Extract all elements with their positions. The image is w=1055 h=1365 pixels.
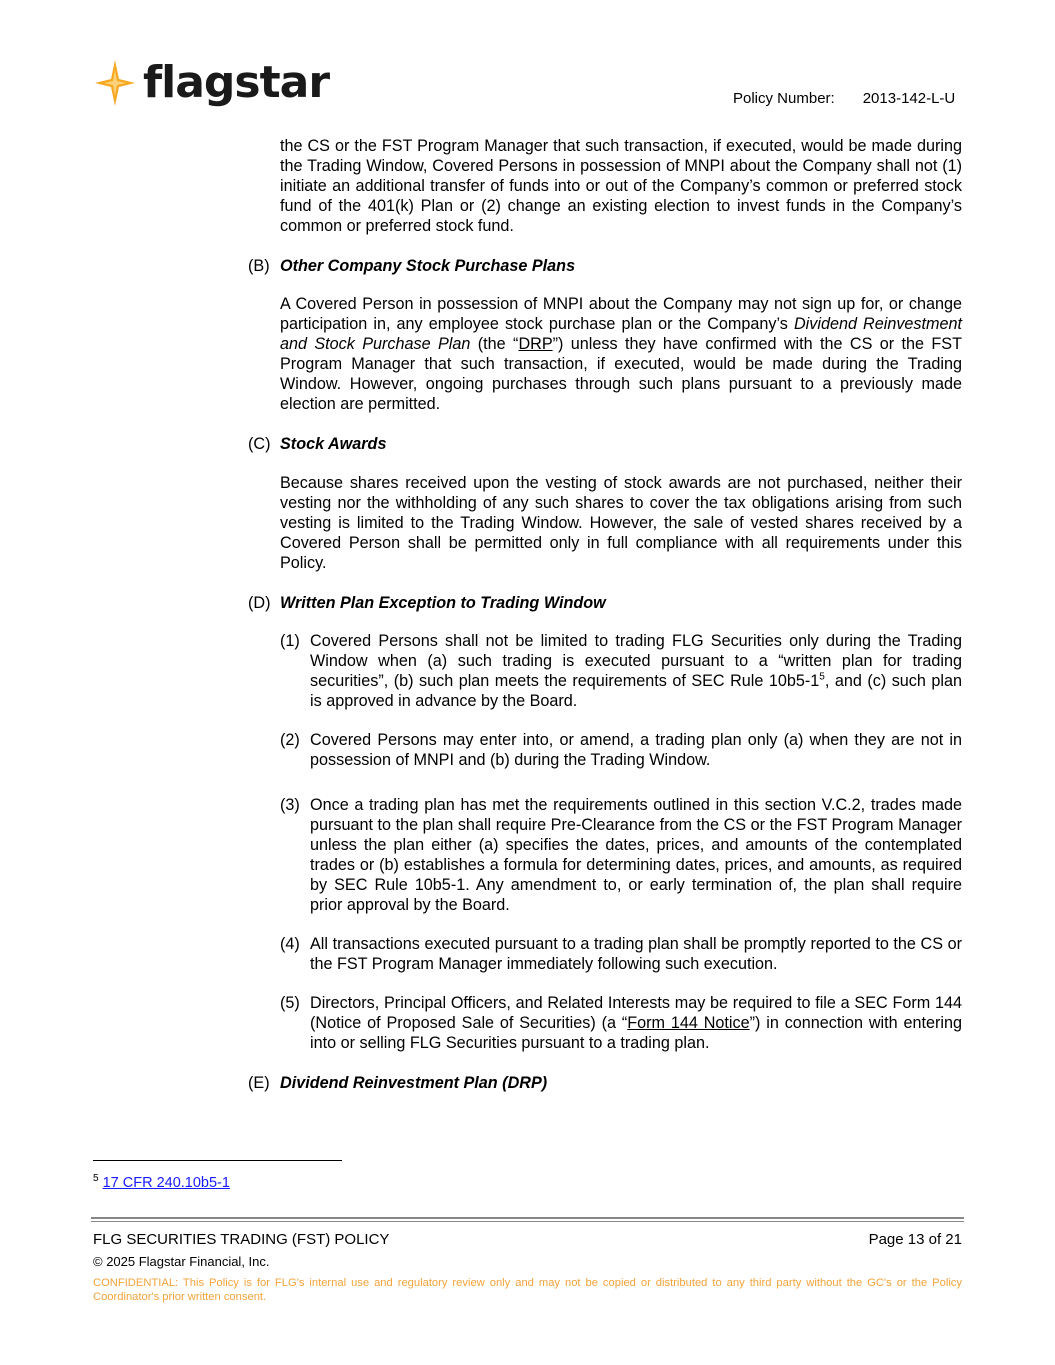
footer-page-number: Page 13 of 21 [868,1231,962,1248]
policy-number [733,90,955,107]
footnote-ref: 5 [819,671,825,683]
list-item: (1) Covered Persons shall not be limited to trading FLG Securities only during the Trading Window when (a) such trading is executed pursuant to a “written plan for trading securities”, (b) such plan meets the requirements of SEC Rule $10b5-1^5$, and (c) such plan is approved in advance by the Board. [280,632,962,710]
list-item: (2) Covered Persons may enter into, or amend, a trading plan only (a) when they are not in possession of MNPI and (b) during the Trading Window. [280,731,962,769]
section-e-title: Dividend Reinvestment Plan (DRP) [280,1074,548,1092]
footnote [93,1175,230,1191]
policy-number-label: Policy Number: [733,90,835,107]
list-item: (3) Once a trading plan has met the requirements outlined in this section V.C.2, trades made pursuant to the plan shall require Pre-Clearance from the CS or the FST Program Manager unless the plan either (a) specifies the dates, prices, and amounts of the contemplated trades or (b) establishes a formula for determining dates, prices, and amounts, as required by SEC Rule 10b5-1. Any amendment to, or early termination of, the plan shall require prior approval by the Board. [280,796,962,914]
section-b-paragraph: A Covered Person in possession of MNPI about the Company may not sign up for, or change participation in, any employee stock purchase plan or the Company’s Dividend Reinvestment and Stock Purchase Plan (the “DRP”) unless they have confirmed with the CS or the FST Program Manager that such transaction, if executed, would be made during the Trading Window. However, ongoing purchases through such plans pursuant to a previously made election are permitted. [280,295,962,413]
defined-term-form-144-notice: Form 144 Notice [627,1013,750,1032]
section-e-heading [248,1073,547,1093]
section-c-paragraph: Because shares received upon the vesting of stock awards are not purchased, neither their vesting nor the withholding of any such shares to cover the tax obligations arising from such vesting is limited to the Trading Window. However, the sale of vested shares received by a Covered Person shall be permitted only in full compliance with all requirements under this Policy. [280,474,962,572]
section-c-title: Stock Awards [280,435,387,453]
footer-copyright: © 2025 Flagstar Financial, Inc. [93,1254,270,1269]
defined-term-drp: DRP [518,334,553,353]
section-d-heading [248,593,606,613]
list-item: (4) All transactions executed pursuant to a trading plan shall be promptly reported to the CS or the FST Program Manager immediately following such execution. [280,935,962,973]
list-item: (5) Directors, Principal Officers, and Related Interests may be required to file a SEC Form 144 (Notice of Proposed Sale of Securities) (a “Form 144 Notice”) in connection with entering into or selling FLG Securities pursuant to a trading plan. [280,994,963,1052]
flagstar-logo [93,58,329,108]
intro-paragraph: the CS or the FST Program Manager that such transaction, if executed, would be made during the Trading Window, Covered Persons in possession of MNPI about the Company shall not (1) initiate an additional transfer of funds into or out of the Company’s common or preferred stock fund of the 401(k) Plan or (2) change an existing election to invest funds in the Company’s common or preferred stock fund. [280,137,962,235]
section-d-label: (D) [248,594,271,612]
section-b-label: (B) [248,257,270,275]
footnote-divider [93,1160,342,1161]
section-d-title: Written Plan Exception to Trading Window [280,594,606,612]
footnote-number: 5 [93,1173,99,1185]
footer-document-title: FLG SECURITIES TRADING (FST) POLICY [93,1231,390,1248]
footer-divider-secondary [91,1221,964,1222]
footer-confidential-notice: CONFIDENTIAL: This Policy is for FLG's internal use and regulatory review only and may not be copied or distributed to any third party without the GC's or the Policy Coordinator's prior written consent. [93,1277,962,1303]
section-c-label: (C) [248,435,271,453]
section-c-heading [248,434,386,454]
footer-divider [91,1217,964,1219]
section-b-title: Other Company Stock Purchase Plans [280,257,576,275]
footnote-link[interactable]: 17 CFR 240.10b5-1 [102,1175,230,1191]
policy-number-value: 2013-142-L-U [862,90,956,107]
section-e-label: (E) [248,1074,270,1092]
drp-plan-name: Dividend Reinvestment and Stock Purchase Plan [280,314,962,353]
brand-name: flagstar [143,57,330,108]
section-b-heading [248,256,575,276]
flagstar-star-icon [93,58,137,108]
